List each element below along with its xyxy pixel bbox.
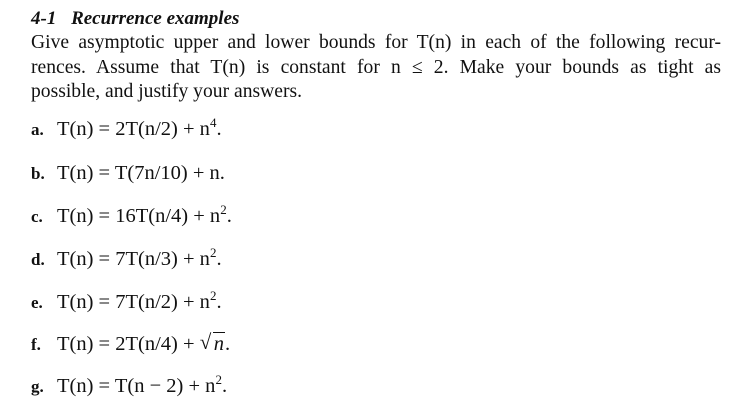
part-letter: c.: [31, 207, 43, 226]
part-letter: e.: [31, 293, 43, 312]
equation-lhs: T(n) =: [57, 205, 116, 227]
part-letter: a.: [31, 120, 44, 139]
part-d: [31, 247, 222, 272]
part-e: [31, 290, 222, 315]
statement-line: possible, and justify your answers.: [31, 81, 303, 102]
part-a: [31, 117, 222, 142]
equation-lhs: T(n) =: [57, 375, 115, 397]
equation-tail: .: [216, 248, 222, 270]
equation-exponent: 4: [209, 115, 217, 131]
statement-line: rences. Assume that T(n) is constant for n ≤ 2. Make your bounds as tight as: [31, 56, 721, 78]
equation-rhs: T(7n/10) + n.: [114, 162, 225, 184]
part-letter: f.: [31, 335, 41, 354]
equation-rhs: 7T(n/2) + n: [115, 291, 210, 313]
equation-tail: .: [216, 291, 222, 313]
part-g: [31, 374, 227, 399]
part-c: [31, 204, 232, 229]
part-equation: [57, 162, 225, 184]
equation-exponent: 2: [220, 202, 227, 218]
problem-title: Recurrence examples: [71, 8, 240, 29]
statement-line: Give asymptotic upper and lower bounds for T(n) in each of the following recur-: [31, 32, 721, 53]
equation-tail: .: [216, 118, 222, 140]
equation-lhs: T(n) =: [57, 248, 116, 270]
equation-rhs: 16T(n/4) + n: [115, 205, 221, 227]
equation-rhs: 2T(n/2) + n: [115, 118, 210, 140]
equation-rhs: 2T(n/4) +: [115, 333, 200, 355]
problem-header: [31, 7, 721, 31]
radical-sign-icon: √: [199, 330, 212, 354]
part-f: [31, 332, 230, 357]
equation-lhs: T(n) =: [57, 118, 116, 140]
part-equation: [57, 288, 222, 313]
part-equation: [57, 115, 222, 140]
problem-statement: [31, 31, 721, 105]
part-equation: [57, 245, 222, 270]
problem-number: 4-1: [31, 8, 57, 29]
problem-block: [31, 7, 721, 105]
part-b: [31, 161, 225, 186]
radicand: n: [213, 333, 224, 355]
equation-lhs: T(n) =: [57, 162, 115, 184]
equation-tail: .: [221, 375, 228, 397]
equation-lhs: T(n) =: [57, 291, 116, 313]
equation-exponent: 2: [209, 245, 217, 261]
part-letter: d.: [31, 250, 45, 269]
equation-exponent: 2: [209, 288, 217, 304]
equation-tail: .: [226, 205, 232, 227]
equation-exponent: 2: [215, 372, 222, 388]
part-equation: [57, 330, 231, 355]
part-letter: g.: [31, 377, 44, 396]
part-equation: [57, 202, 232, 227]
equation-tail: .: [224, 333, 231, 355]
part-letter: b.: [31, 164, 45, 183]
part-equation: [57, 372, 228, 397]
equation-lhs: T(n) =: [57, 333, 116, 355]
equation-rhs: 7T(n/3) + n: [115, 248, 210, 270]
square-root: [200, 332, 225, 356]
equation-rhs: T(n − 2) + n: [114, 375, 216, 397]
